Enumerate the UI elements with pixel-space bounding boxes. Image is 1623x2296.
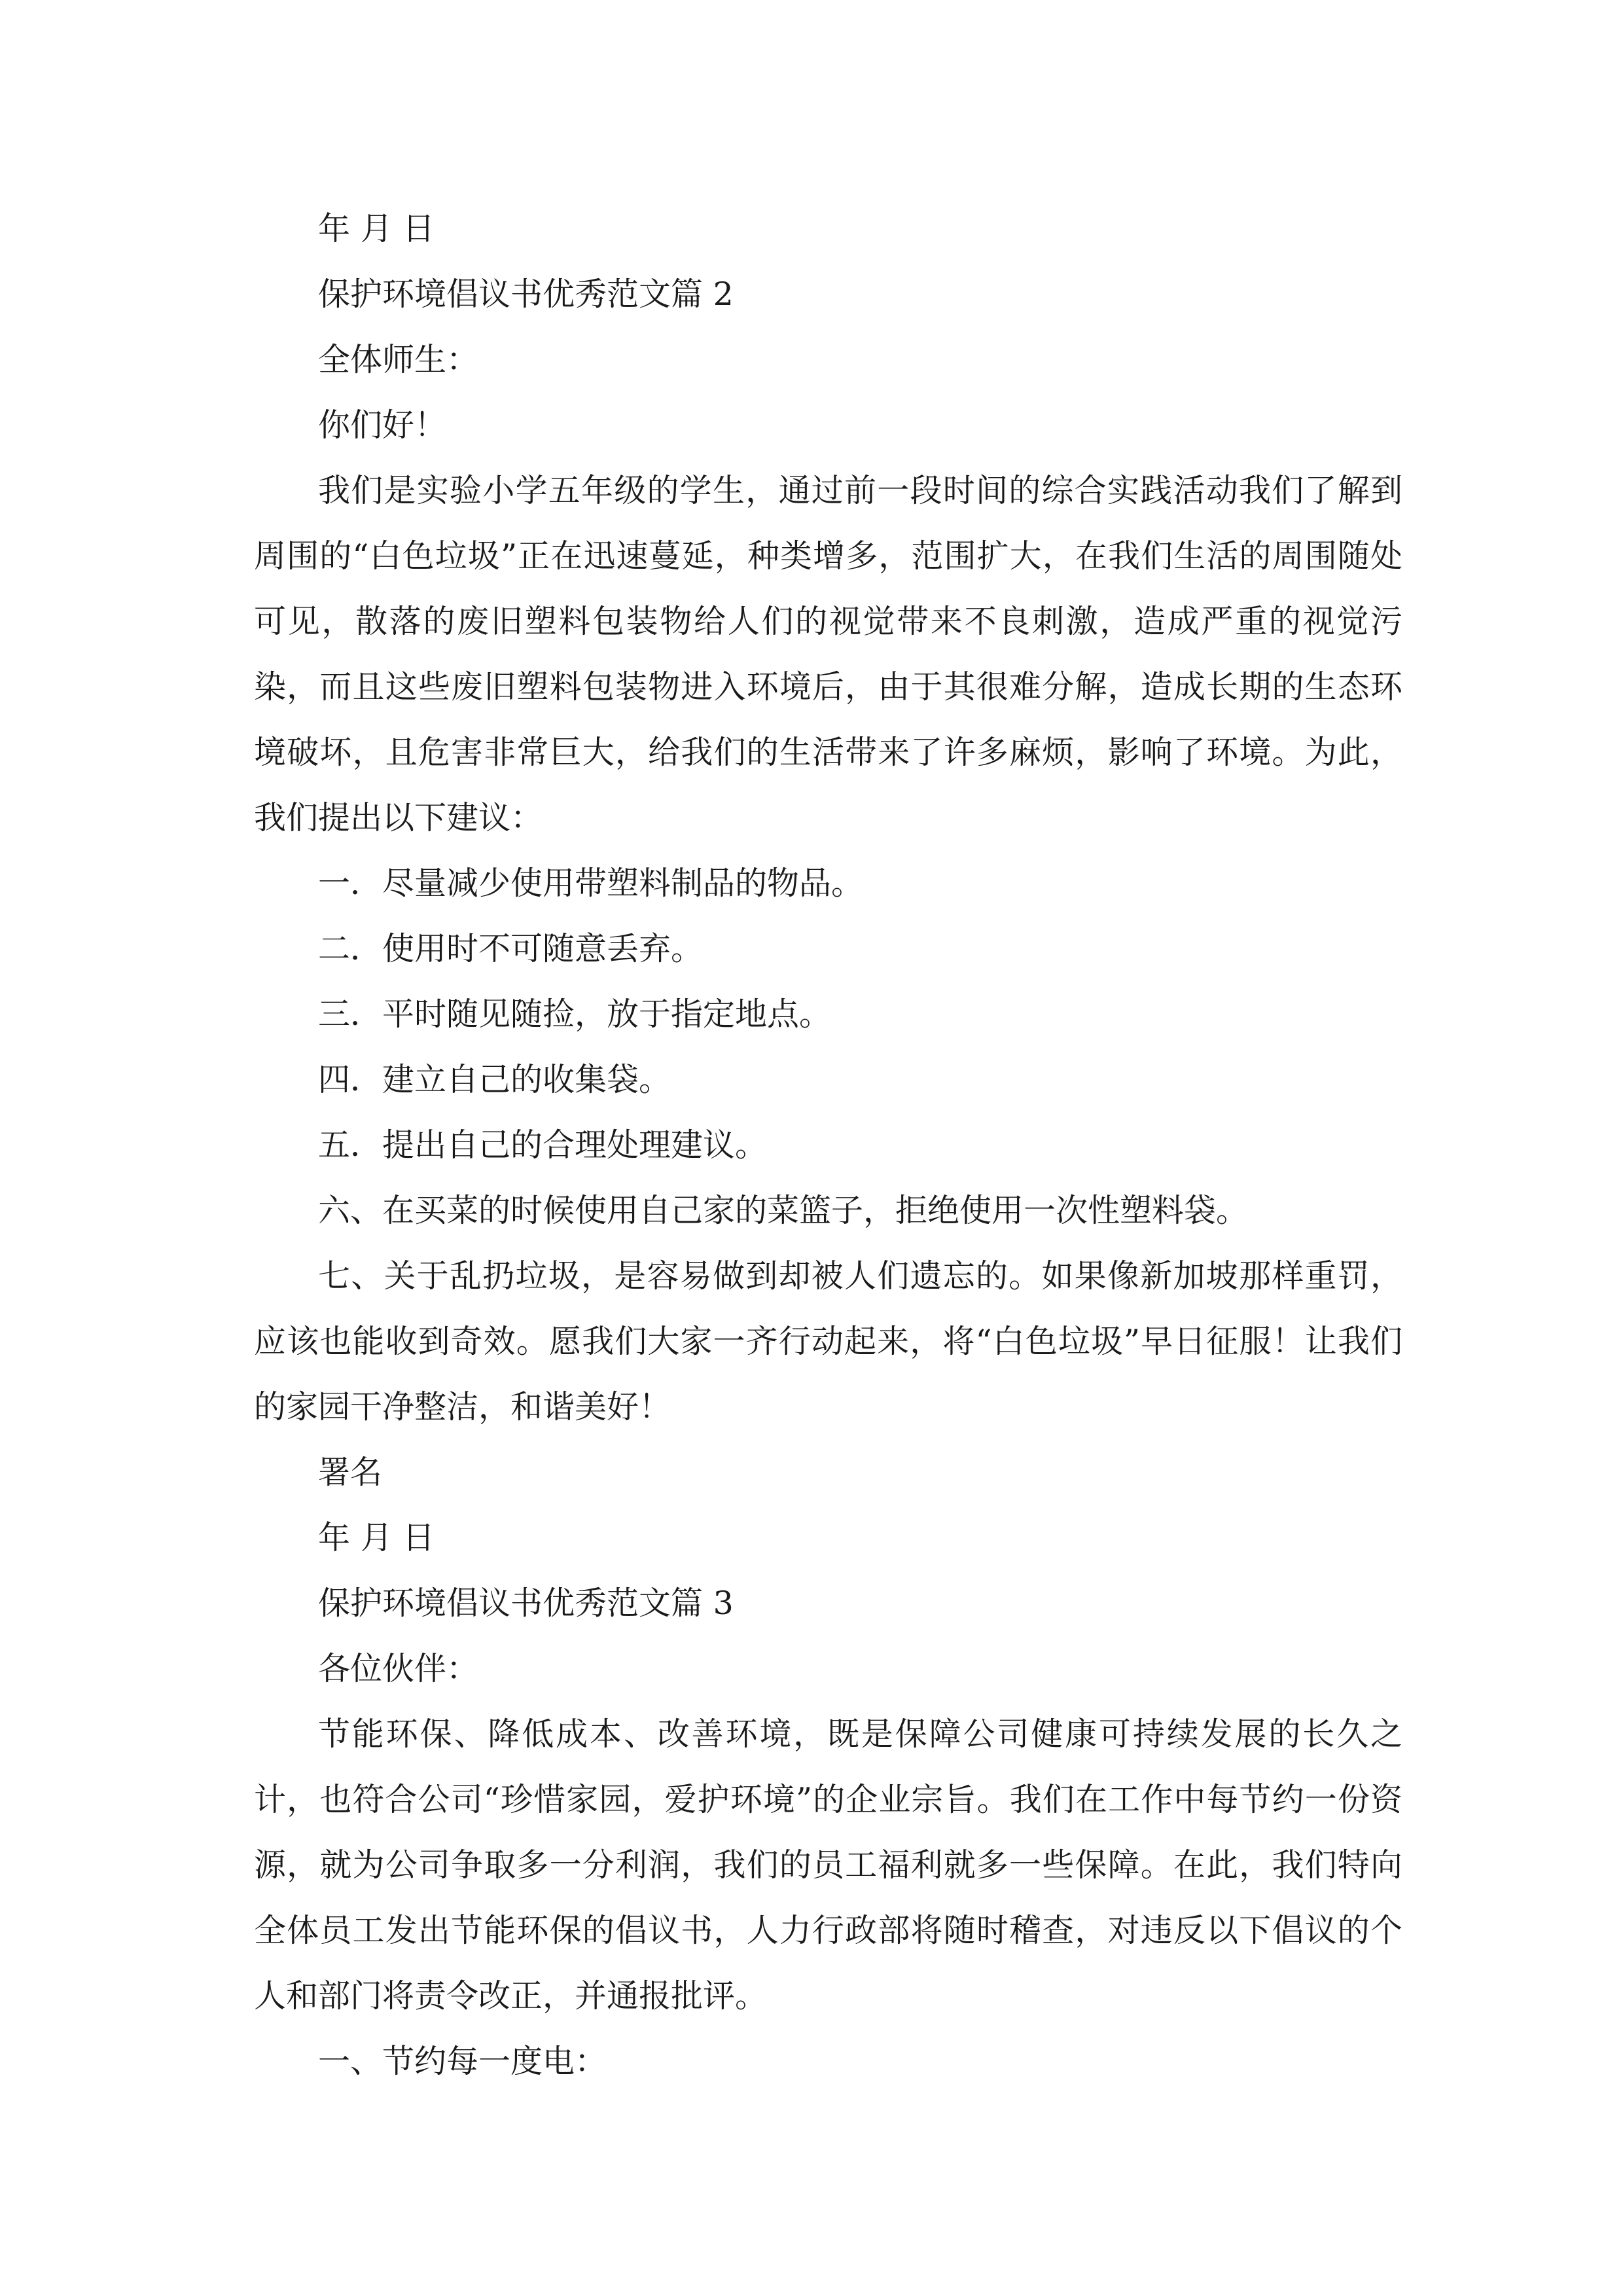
greeting: 你们好！ <box>318 406 447 444</box>
salutation: 各位伙伴： <box>318 1650 479 1687</box>
list-item: 一、节约每一度电： <box>318 2043 607 2080</box>
list-item: 二．使用时不可随意丢弃。 <box>318 930 704 967</box>
list-item: 一．尽量减少使用带塑料制品的物品。 <box>318 865 864 902</box>
section-heading-3: 保护环境倡议书优秀范文篇 3 <box>318 1585 734 1622</box>
section-heading-2: 保护环境倡议书优秀范文篇 2 <box>318 276 734 313</box>
salutation: 全体师生： <box>318 341 479 378</box>
body-paragraph-3: 节能环保、降低成本、改善环境，既是保障公司健康可持续发展的长久之计，也符合公司“珍惜家园，爱护环境”的企业宗旨。我们在工作中每节约一份资源，就为公司争取多一分利润，我们的员工福利就多一些保障。在此，我们特向全体员工发出节能环保的倡议书，人力行政部将随时稽查，对违反以下倡议的个人和部门将责令改正，并通报批评。 <box>254 1715 1402 2015</box>
signature: 署名 <box>318 1454 383 1491</box>
date-line: 年 月 日 <box>318 210 435 247</box>
list-item: 六、在买菜的时候使用自己家的菜篮子，拒绝使用一次性塑料袋。 <box>318 1192 1249 1229</box>
body-paragraph-2: 我们是实验小学五年级的学生，通过前一段时间的综合实践活动我们了解到周围的“白色垃圾”正在迅速蔓延，种类增多，范围扩大，在我们生活的周围随处可见，散落的废旧塑料包装物给人们的视觉带来不良刺激，造成严重的视觉污染，而且这些废旧塑料包装物进入环境后，由于其很难分解，造成长期的生态环境破坏，且危害非常巨大，给我们的生活带来了许多麻烦，影响了环境。为此，我们提出以下建议： <box>254 472 1402 836</box>
document-page <box>254 196 1402 2094</box>
list-item: 三．平时随见随捡，放于指定地点。 <box>318 996 832 1033</box>
date-line: 年 月 日 <box>318 1519 435 1556</box>
list-item-paragraph: 七、关于乱扔垃圾，是容易做到却被人们遗忘的。如果像新加坡那样重罚，应该也能收到奇效。愿我们大家一齐行动起来，将“白色垃圾”早日征服！让我们的家园干净整洁，和谐美好！ <box>254 1257 1402 1426</box>
list-item: 五．提出自己的合理处理建议。 <box>318 1126 768 1164</box>
list-item: 四．建立自己的收集袋。 <box>318 1061 671 1098</box>
